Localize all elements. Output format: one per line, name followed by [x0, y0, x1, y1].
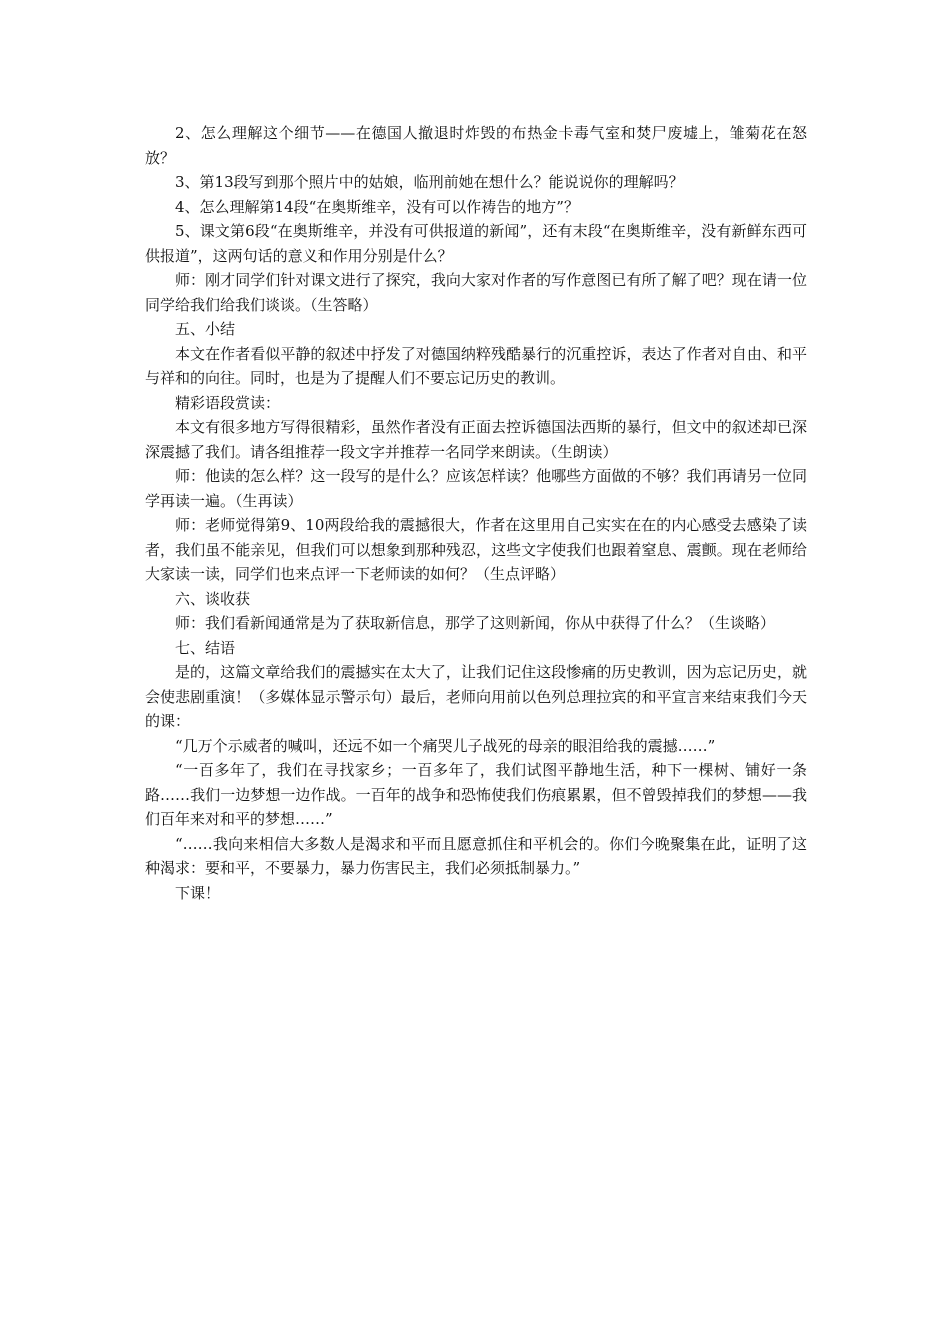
- conclusion-paragraph: 是的，这篇文章给我们的震撼实在太大了，让我们记住这段惨痛的历史教训，因为忘记历史，就会使悲剧重演！（多媒体显示警示句）最后，老师向用前以色列总理拉宾的和平宣言来结束我们今天的课：: [145, 663, 807, 730]
- appreciation-paragraph: 本文有很多地方写得很精彩，虽然作者没有正面去控诉德国法西斯的暴行，但文中的叙述却已深深震撼了我们。请各组推荐一段文字并推荐一名同学来朗读。（生朗读）: [145, 418, 807, 461]
- quote-3: “……我向来相信大多数人是渴求和平而且愿意抓住和平机会的。你们今晚聚集在此，证明了这种渴求：要和平，不要暴力，暴力伤害民主，我们必须抵制暴力。”: [145, 834, 807, 877]
- question-3: 3、第13段写到那个照片中的姑娘，临刑前她在想什么？能说说你的理解吗？: [175, 173, 684, 191]
- summary-paragraph: 本文在作者看似平静的叙述中抒发了对德国纳粹残酷暴行的沉重控诉，表达了作者对自由、和平与祥和的向往。同时，也是为了提醒人们不要忘记历史的教训。: [145, 344, 807, 387]
- teacher-remark-intent: 师：刚才同学们针对课文进行了探究，我向大家对作者的写作意图已有所了解了吧？现在请一位同学给我们给我们谈谈。（生答略）: [145, 271, 807, 314]
- question-5: 5、课文第6段“在奥斯维辛，并没有可供报道的新闻”，还有末段“在奥斯维辛，没有新鲜东西可供报道”，这两句话的意义和作用分别是什么？: [145, 222, 807, 265]
- section-heading-gains: 六、谈收获: [175, 589, 251, 608]
- teacher-remark-paragraphs-9-10: 师：老师觉得第9、10两段给我的震撼很大，作者在这里用自己实实在在的内心感受去感染了读者，我们虽不能亲见，但我们可以想象到那种残忍，这些文字使我们也跟着窒息、震颤。现在老师给大家读一读，同学们也来点评一下老师读的如何？（生点评略）: [145, 516, 807, 583]
- quote-2: “一百多年了，我们在寻找家乡；一百多年了，我们试图平静地生活，种下一棵树、铺好一条路……我们一边梦想一边作战。一百年的战争和恐怖使我们伤痕累累，但不曾毁掉我们的梦想——我们百年来对和平的梦想……”: [145, 761, 807, 828]
- section-heading-summary: 五、小结: [175, 320, 236, 338]
- question-2: 2、怎么理解这个细节——在德国人撤退时炸毁的布热金卡毒气室和焚尸废墟上，雏菊花在怒放？: [145, 124, 807, 167]
- question-4: 4、怎么理解第14段“在奥斯维辛，没有可以作祷告的地方”？: [175, 197, 579, 216]
- class-dismissed: 下课！: [175, 883, 221, 902]
- appreciation-heading: 精彩语段赏读：: [175, 393, 281, 412]
- section-heading-conclusion: 七、结语: [175, 638, 236, 657]
- teacher-remark-gains: 师：我们看新闻通常是为了获取新信息，那学了这则新闻，你从中获得了什么？（生谈略）: [175, 614, 776, 632]
- document-page: [145, 121, 807, 905]
- teacher-remark-reading: 师：他读的怎么样？这一段写的是什么？应该怎样读？他哪些方面做的不够？我们再请另一位同学再读一遍。（生再读）: [145, 467, 807, 510]
- quote-1: “几万个示威者的喊叫，还远不如一个痛哭儿子战死的母亲的眼泪给我的震撼……”: [175, 736, 716, 755]
